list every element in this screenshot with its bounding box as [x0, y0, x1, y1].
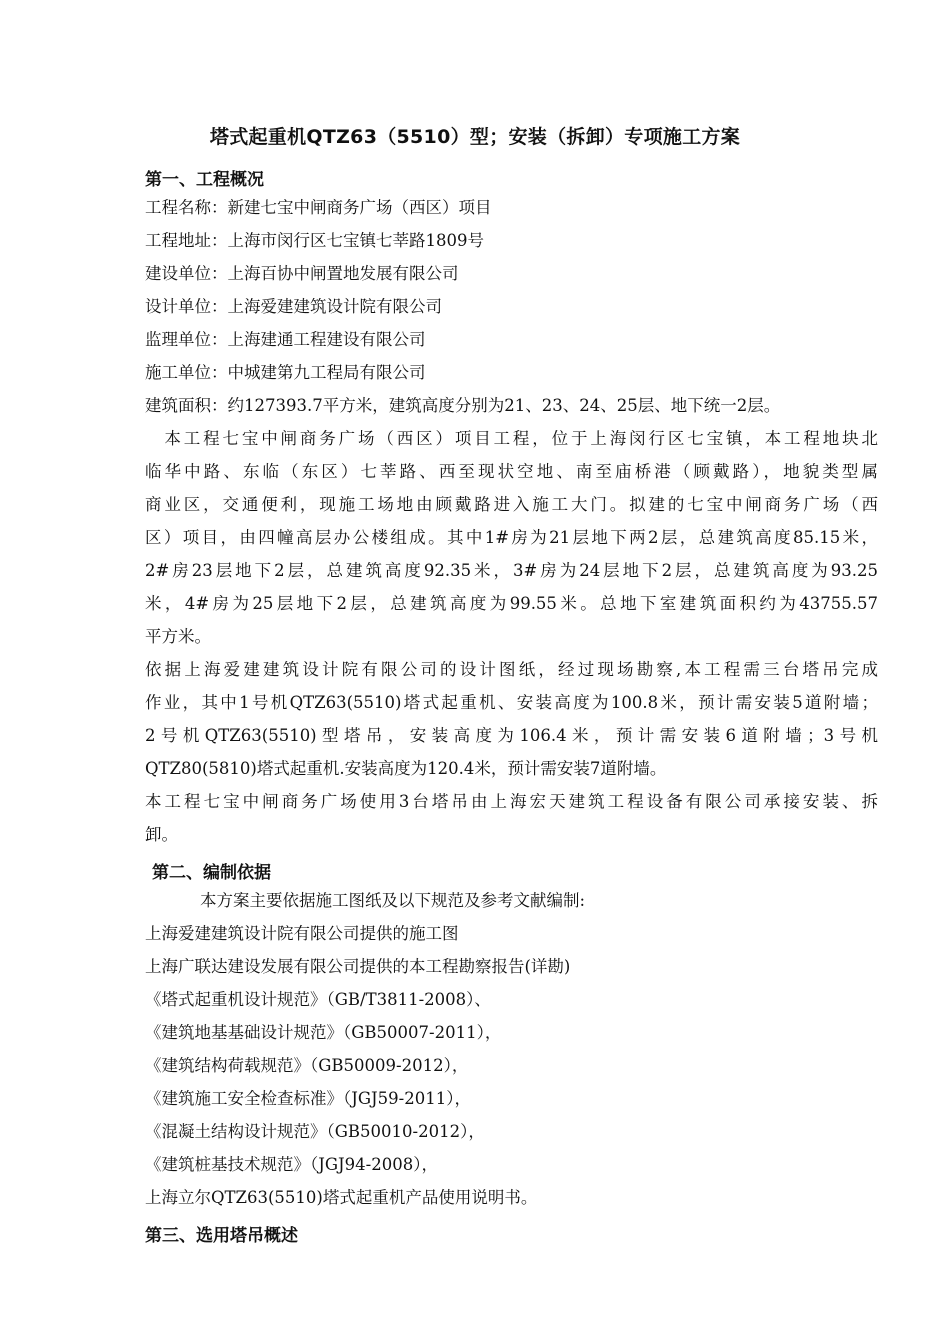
project-owner: 建设单位：上海百协中闸置地发展有限公司: [145, 264, 459, 283]
paragraph-line: 本工程七宝中闸商务广场（西区）项目工程，位于上海闵行区七宝镇，本工程地块北: [145, 429, 878, 448]
paragraph-line: 本工程七宝中闸商务广场使用3台塔吊由上海宏天建筑工程设备有限公司承接安装、拆: [145, 792, 878, 811]
paragraph-line: 作业，其中1号机QTZ63(5510)塔式起重机、安装高度为100.8米，预计需安装5道附墙；: [145, 693, 878, 712]
basis-item: 上海爱建建筑设计院有限公司提供的施工图: [145, 924, 459, 943]
basis-item: 《建筑结构荷载规范》（GB50009-2012），: [145, 1056, 469, 1075]
basis-item: 上海广联达建设发展有限公司提供的本工程勘察报告(详勘): [145, 957, 571, 976]
paragraph-line: 商业区，交通便利，现施工场地由顾戴路进入施工大门。拟建的七宝中闸商务广场（西: [145, 495, 878, 514]
basis-intro: 本方案主要依据施工图纸及以下规范及参考文献编制:: [200, 891, 586, 910]
paragraph-line: 2#房23层地下2层，总建筑高度92.35米，3#房为24层地下2层，总建筑高度为93.25: [145, 561, 878, 580]
paragraph-line: 临华中路、东临（东区）七莘路、西至现状空地、南至庙桥港（顾戴路），地貌类型属: [145, 462, 878, 481]
document-title: 塔式起重机QTZ63（5510）型；安装（拆卸）专项施工方案: [209, 126, 741, 148]
project-address: 工程地址：上海市闵行区七宝镇七莘路1809号: [145, 231, 484, 250]
section-heading-crane-overview: 第三、选用塔吊概述: [145, 1226, 298, 1246]
project-supervisor: 监理单位：上海建通工程建设有限公司: [145, 330, 426, 349]
paragraph-line: 2号机QTZ63(5510)型塔吊，安装高度为106.4米，预计需安装6道附墙；3号机: [145, 726, 878, 745]
project-name: 工程名称：新建七宝中闸商务广场（西区）项目: [145, 198, 492, 217]
paragraph-line: 米，4#房为25层地下2层，总建筑高度为99.55米。总地下室建筑面积约为43755.57: [145, 594, 878, 613]
project-contractor: 施工单位：中城建第九工程局有限公司: [145, 363, 426, 382]
paragraph-line: 依据上海爱建建筑设计院有限公司的设计图纸，经过现场勘察,本工程需三台塔吊完成: [145, 660, 878, 679]
paragraph-line: QTZ80(5810)塔式起重机.安装高度为120.4米，预计需安装7道附墙。: [145, 759, 667, 778]
paragraph-line: 平方米。: [145, 627, 211, 646]
basis-item: 《混凝土结构设计规范》（GB50010-2012），: [145, 1122, 485, 1141]
basis-item: 《建筑桩基技术规范》（JGJ94-2008），: [145, 1155, 438, 1174]
basis-item: 《建筑地基基础设计规范》（GB50007-2011），: [145, 1023, 502, 1042]
section-heading-basis: 第二、编制依据: [152, 863, 271, 883]
basis-item: 《塔式起重机设计规范》（GB/T3811-2008）、: [145, 990, 491, 1009]
project-area: 建筑面积：约127393.7平方米，建筑高度分别为21、23、24、25层、地下统一2层。: [145, 396, 781, 415]
basis-item: 上海立尔QTZ63(5510)塔式起重机产品使用说明书。: [145, 1188, 538, 1207]
paragraph-line: 卸。: [145, 825, 178, 844]
section-heading-overview: 第一、工程概况: [145, 170, 264, 190]
project-designer: 设计单位：上海爱建建筑设计院有限公司: [145, 297, 442, 316]
paragraph-line: 区）项目，由四幢高层办公楼组成。其中1#房为21层地下两2层，总建筑高度85.15米，: [145, 528, 878, 547]
basis-item: 《建筑施工安全检查标准》（JGJ59-2011），: [145, 1089, 471, 1108]
